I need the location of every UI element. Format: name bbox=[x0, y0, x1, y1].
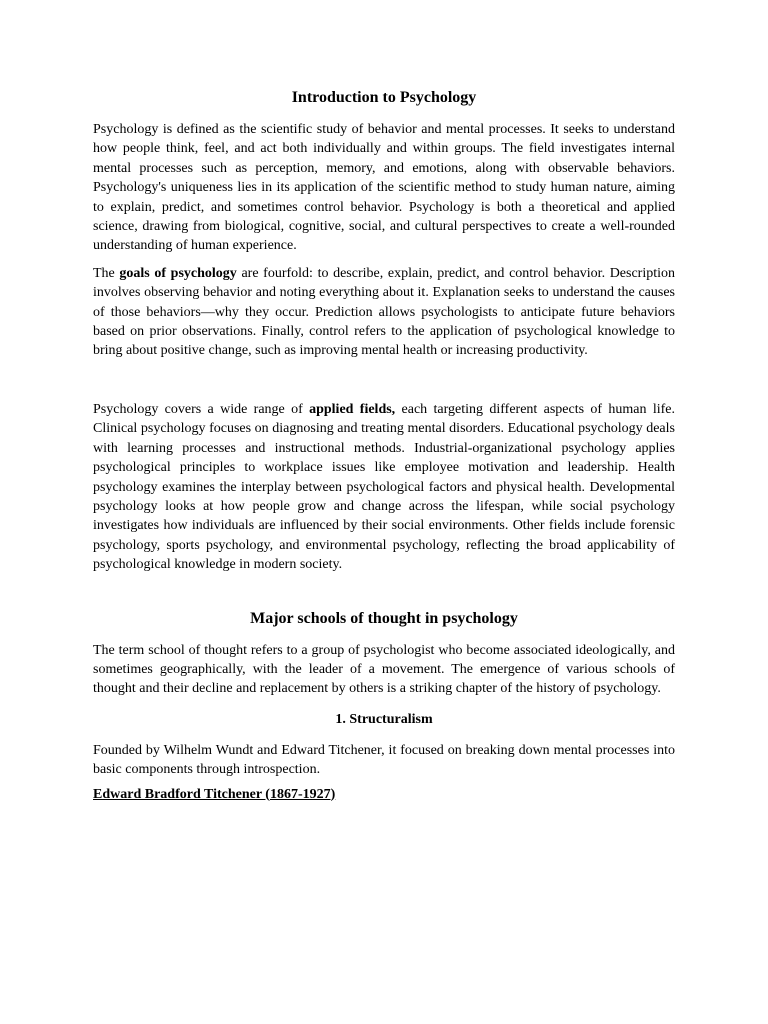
subheading-structuralism: 1. Structuralism bbox=[335, 711, 433, 727]
paragraph-applied-bold: applied fields, bbox=[309, 401, 396, 417]
paragraph-goals-bold: goals of psychology bbox=[119, 265, 237, 281]
paragraph-goals-lead: The bbox=[93, 265, 120, 281]
paragraph-goals bbox=[93, 264, 675, 361]
person-heading: Edward Bradford Titchener (1867-1927) bbox=[93, 786, 336, 802]
paragraph-school-of-thought: The term school of thought refers to a group of psychologist who become associated ideologically, and sometimes geographically, with the leader of a movement. The emergence of various schools of thought and their decline and replacement by others is a striking chapter of the history of psychology. bbox=[93, 642, 675, 697]
paragraph-definition: Psychology is defined as the scientific study of behavior and mental processes. It seeks to understand how people think, feel, and act both individually and within groups. The field investigates internal mental processes such as perception, memory, and emotions, along with observable behaviors. Psychology's uniqueness lies in its application of the scientific method to study human nature, aiming to explain, predict, and sometimes control behavior. Psychology is both a theoretical and applied science, drawing from biological, cognitive, social, and cultural perspectives to create a well-rounded understanding of human experience. bbox=[93, 122, 675, 254]
paragraph-goals-rest: are fourfold: to describe, explain, predict, and control behavior. Description involves observing behavior and noting everything about it. Explanation seeks to understand the causes of those behaviors—why they occur. Prediction allows psychologists to anticipate future behaviors based on prior observations. Finally, control refers to the application of psychological knowledge to bring about positive change, such as improving mental health or increasing productivity. bbox=[93, 265, 676, 359]
document-title: Introduction to Psychology bbox=[291, 89, 477, 106]
paragraph-applied-fields bbox=[93, 400, 675, 575]
document-page bbox=[93, 88, 675, 804]
paragraph-applied-rest: each targeting different aspects of human life. Clinical psychology focuses on diagnosing and treating mental disorders. Educational psychology deals with learning processes and instructional methods. Industrial-organizational psychology applies psychological principles to workplace issues like employee motivation and leadership. Health psychology examines the interplay between psychological factors and physical health. Developmental psychology looks at how people grow and change across the lifespan, while social psychology investigates how individuals are influenced by their social environments. Other fields include forensic psychology, sports psychology, and environmental psychology, reflecting the broad applicability of psychological knowledge in modern society. bbox=[93, 401, 675, 573]
paragraph-structuralism: Founded by Wilhelm Wundt and Edward Titchener, it focused on breaking down mental processes into basic components through introspection. bbox=[93, 742, 675, 778]
paragraph-applied-lead: Psychology covers a wide range of bbox=[93, 401, 310, 417]
section-title: Major schools of thought in psychology bbox=[250, 609, 518, 627]
